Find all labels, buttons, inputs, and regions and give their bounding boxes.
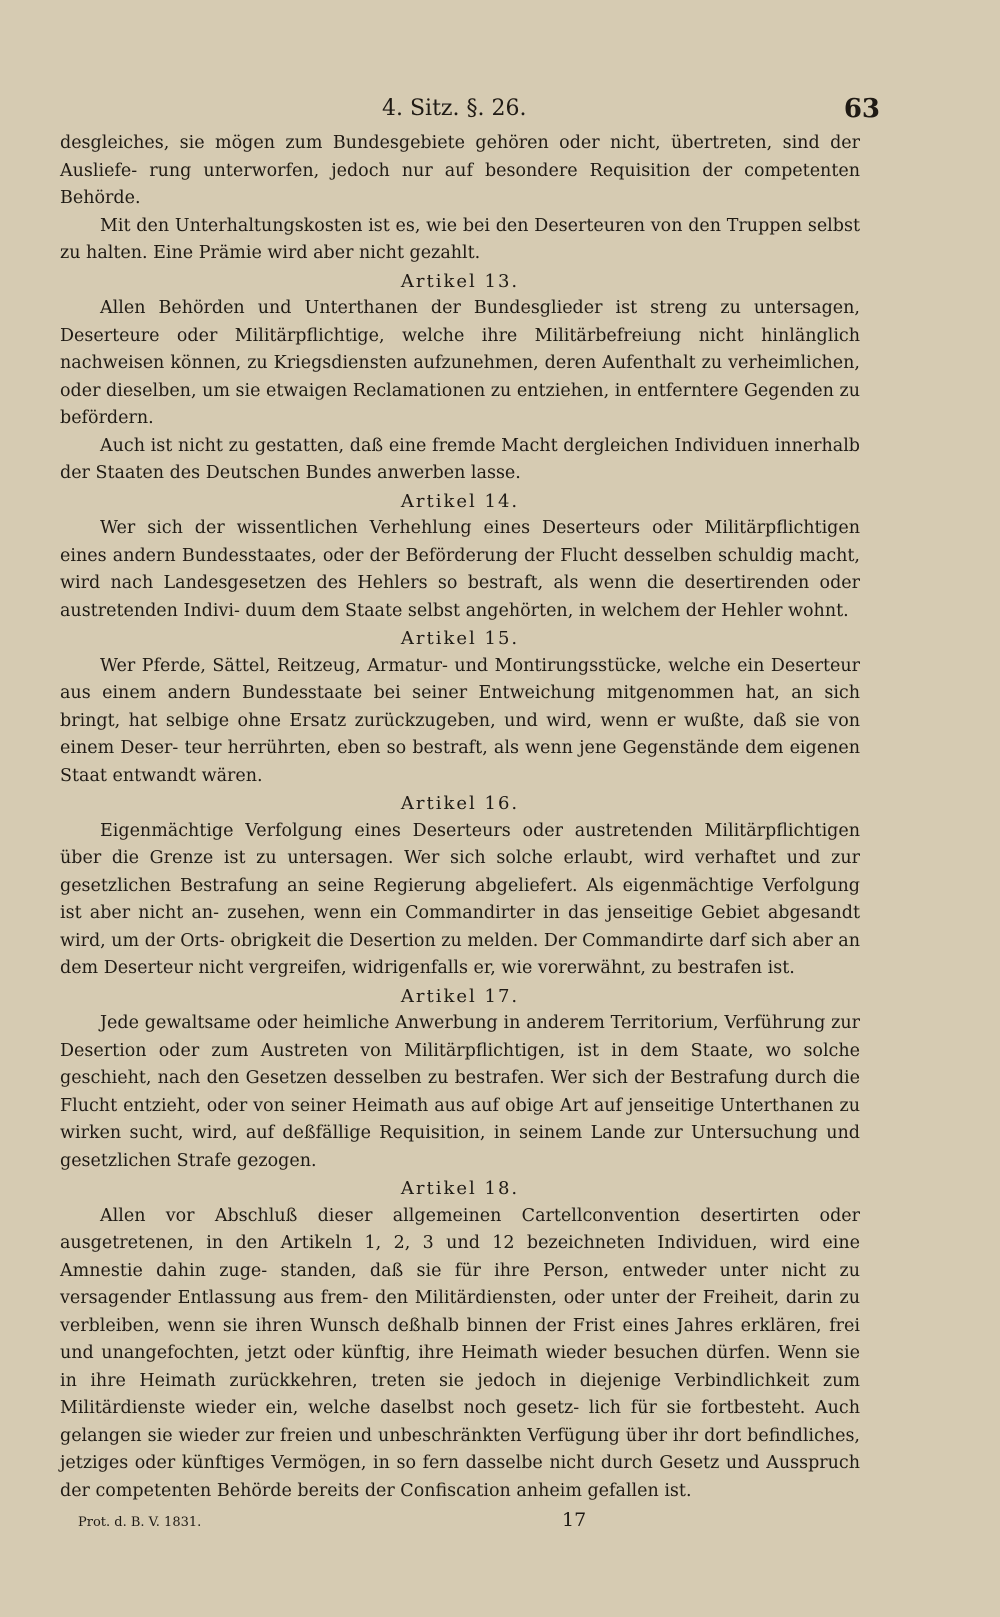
article-heading: Artikel 17.	[400, 985, 520, 1007]
sheet-number: 17	[562, 1509, 587, 1531]
article-heading: Artikel 15.	[400, 628, 520, 649]
page-header	[60, 92, 880, 130]
paragraph: Eigenmächtige Verfolgung eines Deserteurs oder austretenden Militärpflichtigen über die Grenze ist zu untersagen. Wer sich solche erlaubt, wird verhaftet und zur gesetzlichen Bestrafung an seine Regierung abgeliefert. Als eigenmächtige Verfolgung ist aber nicht an- zusehen, wenn ein Commandirter in das jenseitige Gebiet abgesandt wird, um der Orts- obrigkeit die Desertion zu melden. Der Commandirte darf sich aber an dem Deserteur nicht vergreifen, widrigenfalls er, wie vorerwähnt, zu bestrafen ist.	[60, 820, 860, 978]
page-body	[60, 130, 860, 1505]
paragraph: desgleiches, sie mögen zum Bundesgebiete gehören oder nicht, übertreten, sind der Ausliefe- rung unterworfen, jedoch nur auf besondere Requisition der competenten Behörde.	[60, 133, 860, 208]
article-heading: Artikel 14.	[400, 490, 520, 512]
printer-signature: Prot. d. B. V. 1831.	[78, 1515, 202, 1530]
article-heading: Artikel 18.	[400, 1178, 520, 1199]
paragraph: Mit den Unterhaltungskosten ist es, wie bei den Deserteuren von den Truppen selbst zu halten. Eine Prämie wird aber nicht gezahlt.	[60, 215, 860, 263]
paragraph: Wer Pferde, Sättel, Reitzeug, Armatur- und Montirungsstücke, welche ein Deserteur aus einem andern Bundesstaate bei seiner Entweichung mitgenommen hat, an sich bringt, hat selbige ohne Ersatz zurückzugeben, und wird, wenn er wußte, daß sie von einem Deser- teur herrührten, eben so bestraft, als wenn jene Gegenstände dem eigenen Staat entwandt wären.	[60, 655, 860, 786]
paragraph: Allen Behörden und Unterthanen der Bundesglieder ist streng zu untersagen, Deserteure oder Militärpflichtige, welche ihre Militärbefreiung nicht hinlänglich nachweisen können, zu Kriegsdiensten aufzunehmen, deren Aufenthalt zu verheimlichen, oder dieselben, um sie etwaigen Reclamationen zu entziehen, in entferntere Gegenden zu befördern.	[60, 298, 860, 428]
article-heading: Artikel 13.	[400, 270, 520, 292]
paragraph: Jede gewaltsame oder heimliche Anwerbung in anderem Territorium, Verführung zur Desertion oder zum Austreten von Militärpflichtigen, ist in dem Staate, wo solche geschieht, nach den Gesetzen desselben zu bestrafen. Wer sich der Bestrafung durch die Flucht entzieht, oder von seiner Heimath aus auf obige Art auf jenseitige Unterthanen zu wirken sucht, wird, auf deßfällige Requisition, in seinem Lande zur Untersuchung und gesetzlichen Strafe gezogen.	[60, 1013, 860, 1171]
paragraph: Wer sich der wissentlichen Verhehlung eines Deserteurs oder Militärpflichtigen eines andern Bundesstaates, oder der Beförderung der Flucht desselben schuldig macht, wird nach Landesgesetzen des Hehlers so bestraft, als wenn die desertirenden oder austretenden Indivi- duum dem Staate selbst angehörten, in welchem der Hehler wohnt.	[60, 518, 860, 621]
page-number: 63	[843, 94, 880, 124]
paragraph: Allen vor Abschluß dieser allgemeinen Cartellconvention desertirten oder ausgetretenen, in den Artikeln 1, 2, 3 und 12 bezeichneten Individuen, wird eine Amnestie dahin zuge- standen, daß sie für ihre Person, entweder unter nicht zu versagender Entlassung aus frem- den Militärdiensten, oder unter der Freiheit, darin zu verbleiben, wenn sie ihren Wunsch deßhalb binnen der Frist eines Jahres erklären, frei und unangefochten, jetzt oder künftig, ihre Heimath wieder besuchen dürfen. Wenn sie in ihre Heimath zurückkehren, treten sie jedoch in diejenige Verbindlichkeit zum Militärdienste wieder ein, welche daselbst noch gesetz- lich für sie fortbesteht. Auch gelangen sie wieder zur freien und unbeschränkten Verfügung über ihr dort befindliches, jetziges oder künftiges Vermögen, in so fern dasselbe nicht durch Gesetz und Ausspruch der competenten Behörde bereits der Confiscation anheim gefallen ist.	[60, 1205, 860, 1501]
article-heading: Artikel 16.	[400, 793, 520, 814]
running-head: 4. Sitz. §. 26.	[382, 96, 527, 121]
text-area	[60, 92, 880, 1539]
page-footer	[60, 1509, 860, 1539]
paragraph: Auch ist nicht zu gestatten, daß eine fremde Macht dergleichen Individuen innerhalb der Staaten des Deutschen Bundes anwerben lasse.	[60, 435, 860, 483]
